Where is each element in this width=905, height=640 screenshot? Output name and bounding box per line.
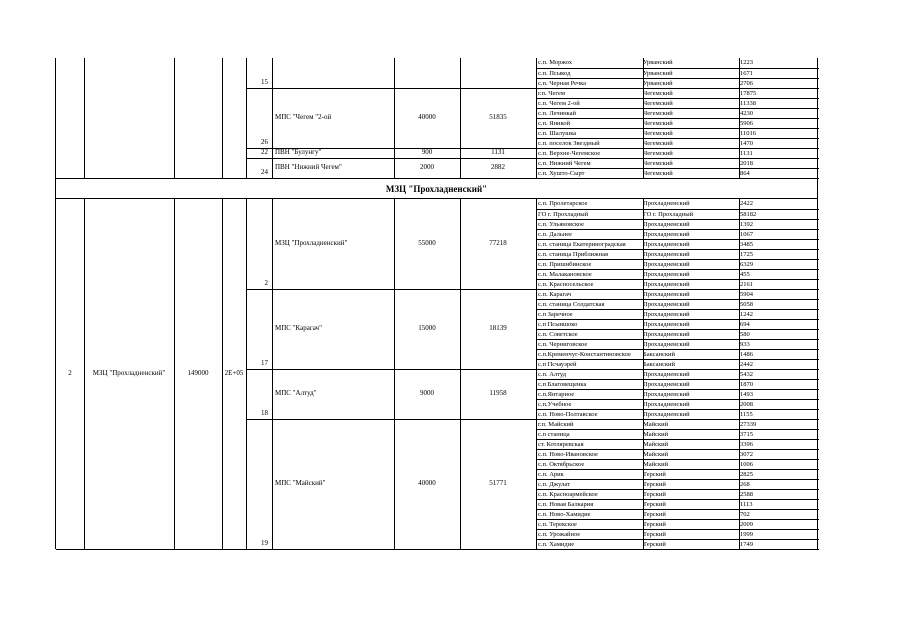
grid-line — [739, 58, 740, 178]
group-facility-name: ПВН "Булунгу" — [275, 148, 322, 156]
settlement-name: с.п. Лечинкай — [538, 110, 576, 117]
settlement-population: 3396 — [740, 441, 753, 448]
district-name: Чегемский — [643, 160, 673, 167]
settlement-name: с.п. Яникой — [538, 120, 571, 127]
settlement-name: с.п. Урожайное — [538, 531, 581, 538]
settlement-population: 2008 — [740, 401, 753, 408]
district-name: Терский — [643, 471, 666, 478]
settlement-name: г.п. Майский — [538, 421, 574, 428]
settlement-name: с.п. поселок Звездный — [538, 140, 600, 147]
settlement-name: с.п. Малакановское — [538, 271, 592, 278]
group-population: 1131 — [491, 148, 505, 156]
settlement-population: 694 — [740, 321, 750, 328]
table-row — [536, 329, 819, 339]
settlement-name: с.п. Хамидие — [538, 541, 575, 548]
table-block-upper — [55, 58, 818, 178]
settlement-population: 933 — [740, 341, 750, 348]
settlement-population: 1113 — [740, 501, 753, 508]
table-row — [536, 499, 819, 509]
group-facility-name: МПС "Карагач" — [275, 324, 322, 332]
group-number: 22 — [261, 148, 268, 156]
settlement-population: 4230 — [740, 110, 753, 117]
settlement-name: с.п. Моржох — [538, 59, 573, 66]
table-row — [536, 389, 819, 399]
group-number: 26 — [261, 138, 268, 146]
settlement-population: 702 — [740, 511, 750, 518]
settlement-name: с.п. Нижний Чегем — [538, 160, 591, 167]
table-row — [536, 168, 819, 178]
spreadsheet-page — [55, 58, 818, 549]
district-name: Майский — [643, 451, 669, 458]
table-row — [536, 349, 819, 359]
table-row — [536, 419, 819, 429]
settlement-population: 2825 — [740, 471, 753, 478]
settlement-name: с.п.Янтарное — [538, 391, 575, 398]
table-row — [536, 249, 819, 259]
district-name: Терский — [643, 531, 666, 538]
table-row — [536, 108, 819, 118]
district-name: Чегемский — [643, 170, 673, 177]
settlement-name: с.п Заречное — [538, 311, 573, 318]
settlement-population: 1006 — [740, 461, 753, 468]
table-row — [536, 319, 819, 329]
settlement-name: с.п. Черниговское — [538, 341, 588, 348]
settlement-population: 11016 — [740, 130, 757, 137]
group-capacity: 900 — [421, 148, 433, 156]
settlement-population: 1749 — [740, 541, 753, 548]
settlement-population: 2018 — [740, 160, 753, 167]
district-name: Прохладненский — [643, 311, 690, 318]
district-name: Прохладненский — [643, 251, 690, 258]
group-capacity: 2000 — [420, 163, 434, 171]
zone-population: 2Е+05 — [224, 369, 244, 377]
grid-line — [643, 58, 644, 178]
table-row — [536, 489, 819, 499]
settlement-population: 27339 — [740, 421, 757, 428]
grid-line — [272, 199, 273, 549]
district-name: Прохладненский — [643, 301, 690, 308]
district-name: Прохладненский — [643, 231, 690, 238]
district-name: Чегемский — [643, 140, 673, 147]
group-number: 19 — [261, 539, 268, 547]
settlement-population: 2009 — [740, 521, 753, 528]
group-facility-name: МПС "Алтуд" — [275, 389, 317, 397]
settlement-name: с.п. Ново-Ивановское — [538, 451, 598, 458]
table-row — [536, 469, 819, 479]
group-number: 2 — [264, 279, 268, 287]
table-row — [536, 289, 819, 299]
settlement-population: 2442 — [740, 361, 753, 368]
table-row — [536, 78, 819, 88]
section-header-row — [55, 178, 818, 199]
settlement-name: с.п. Карагач — [538, 291, 572, 298]
district-name: Прохладненский — [643, 391, 690, 398]
table-row — [536, 429, 819, 439]
settlement-population: 455 — [740, 271, 750, 278]
group-capacity: 15000 — [418, 324, 436, 332]
table-row — [536, 209, 819, 219]
settlement-name: с.п. Хушто-Сырт — [538, 170, 585, 177]
table-row — [536, 449, 819, 459]
district-name: Прохладненский — [643, 241, 690, 248]
grid-line — [394, 199, 395, 549]
settlement-name: с.п. Новая Балкария — [538, 501, 594, 508]
settlement-population: 1242 — [740, 311, 753, 318]
table-row — [536, 259, 819, 269]
settlement-name: с.п. Пришибинское — [538, 261, 592, 268]
table-row — [536, 239, 819, 249]
settlement-population: 1725 — [740, 251, 753, 258]
settlement-name: ГО г. Прохладный — [538, 211, 589, 218]
group-number: 24 — [261, 168, 268, 176]
district-name: Чегемский — [643, 100, 673, 107]
settlement-name: с.п. Псыкод — [538, 70, 571, 77]
zone-capacity: 149000 — [187, 369, 209, 377]
group-number: 15 — [261, 78, 268, 86]
settlement-population: 2588 — [740, 491, 753, 498]
district-name: Чегемский — [643, 120, 673, 127]
settlement-population: 1470 — [740, 140, 753, 147]
district-name: Урванский — [643, 59, 673, 66]
grid-line — [56, 549, 819, 550]
table-row — [536, 199, 819, 209]
district-name: Чегемский — [643, 90, 673, 97]
table-row — [536, 439, 819, 449]
grid-line — [536, 199, 537, 549]
district-name: Майский — [643, 421, 669, 428]
grid-line — [460, 199, 461, 549]
district-name: Прохладненский — [643, 401, 690, 408]
settlement-name: с.п. Дальнее — [538, 231, 573, 238]
district-name: Прохладненский — [643, 341, 690, 348]
district-name: ГО г. Прохладный — [643, 211, 694, 218]
settlement-name: с.п. Терекское — [538, 521, 577, 528]
group-facility-name: МЗЦ "Прохладненский" — [275, 239, 348, 247]
settlement-name: с.п. станица Солдатская — [538, 301, 605, 308]
settlement-name: с.п. Октябрьское — [538, 461, 585, 468]
settlement-population: 2161 — [740, 281, 753, 288]
grid-line — [272, 58, 273, 178]
settlement-population: 58182 — [740, 211, 757, 218]
table-row — [536, 269, 819, 279]
table-row — [536, 409, 819, 419]
district-name: Терский — [643, 521, 666, 528]
table-row — [536, 529, 819, 539]
settlement-population: 17875 — [740, 90, 757, 97]
settlement-population: 1155 — [740, 411, 753, 418]
district-name: Терский — [643, 511, 666, 518]
settlement-name: с.п. Шалушка — [538, 130, 577, 137]
section-title: МЗЦ "Прохладненский" — [385, 184, 488, 194]
settlement-name: с.п. станица Екатериноградская — [538, 241, 626, 248]
settlement-name: ст. Котляревская — [538, 441, 584, 448]
grid-line — [643, 199, 644, 549]
settlement-population: 1067 — [740, 231, 753, 238]
table-row — [536, 128, 819, 138]
table-row — [536, 309, 819, 319]
table-row — [536, 279, 819, 289]
table-row — [536, 299, 819, 309]
district-name: Прохладненский — [643, 281, 690, 288]
settlement-population: 5906 — [740, 120, 753, 127]
table-row — [536, 118, 819, 128]
district-name: Прохладненский — [643, 271, 690, 278]
group-capacity: 40000 — [418, 113, 436, 121]
settlement-name: с.п Псыншоко — [538, 321, 578, 328]
table-row — [536, 68, 819, 78]
district-name: Прохладненский — [643, 291, 690, 298]
group-capacity: 9000 — [420, 389, 434, 397]
table-row — [536, 58, 819, 68]
settlement-population: 11338 — [740, 100, 757, 107]
settlement-name: с.п. Ново-Полтавское — [538, 411, 598, 418]
table-row — [536, 88, 819, 98]
settlement-name: с.п. Советское — [538, 331, 578, 338]
table-row — [536, 519, 819, 529]
table-row — [536, 148, 819, 158]
grid-line — [460, 58, 461, 178]
settlement-name: с.п.Учебное — [538, 401, 572, 408]
settlement-name: с.п. Черная Речка — [538, 80, 587, 87]
settlement-population: 2706 — [740, 80, 753, 87]
settlement-name: с.п станица — [538, 431, 570, 438]
zone-name: МЗЦ "Прохладненский" — [92, 369, 166, 377]
district-name: Баксанский — [643, 351, 675, 358]
district-name: Майский — [643, 441, 669, 448]
group-population: 11958 — [489, 389, 507, 397]
settlement-population: 1392 — [740, 221, 753, 228]
table-row — [536, 158, 819, 168]
table-row — [536, 509, 819, 519]
table-row — [536, 379, 819, 389]
settlement-name: с.п. станица Приближная — [538, 251, 609, 258]
district-name: Прохладненский — [643, 371, 690, 378]
settlement-population: 1999 — [740, 531, 753, 538]
settlement-population: 1486 — [740, 351, 753, 358]
table-row — [536, 219, 819, 229]
settlement-population: 1493 — [740, 391, 753, 398]
group-capacity: 40000 — [418, 479, 436, 487]
grid-line — [739, 199, 740, 549]
district-name: Прохладненский — [643, 381, 690, 388]
table-block-lower — [55, 199, 818, 549]
settlement-name: с.п. Ново-Хамидие — [538, 511, 591, 518]
table-row — [536, 459, 819, 469]
settlement-population: 1671 — [740, 70, 753, 77]
group-number: 17 — [261, 359, 268, 367]
settlement-name: с.п. Пролетарское — [538, 200, 588, 207]
settlement-name: г.п. Чегем — [538, 90, 565, 97]
table-row — [536, 479, 819, 489]
settlement-name: с.п. Ульяновское — [538, 221, 584, 228]
district-name: Урванский — [643, 70, 673, 77]
settlement-name: с.п Псчауэрей — [538, 361, 577, 368]
table-row — [536, 98, 819, 108]
group-population: 2882 — [491, 163, 505, 171]
settlement-name: с.п Благовещенка — [538, 381, 587, 388]
group-population: 77218 — [489, 239, 507, 247]
settlement-population: 1870 — [740, 381, 753, 388]
settlement-name: с.п. Верхне-Чегемское — [538, 150, 601, 157]
grid-line — [246, 58, 247, 178]
settlement-name: с.п. Красноармейское — [538, 491, 598, 498]
table-row — [536, 539, 819, 549]
settlement-population: 5432 — [740, 371, 753, 378]
district-name: Чегемский — [643, 150, 673, 157]
district-name: Майский — [643, 431, 669, 438]
grid-line — [394, 58, 395, 178]
district-name: Баксанский — [643, 361, 675, 368]
group-population: 51771 — [489, 479, 507, 487]
settlement-name: с.п. Алтуд — [538, 371, 567, 378]
settlement-population: 864 — [740, 170, 750, 177]
group-facility-name: МПС "Майский" — [275, 479, 326, 487]
district-name: Терский — [643, 481, 666, 488]
district-name: Прохладненский — [643, 200, 690, 207]
settlement-population: 3715 — [740, 431, 753, 438]
district-name: Терский — [643, 491, 666, 498]
settlement-name: с.п. Чегем 2-ой — [538, 100, 580, 107]
district-name: Прохладненский — [643, 221, 690, 228]
settlement-population: 580 — [740, 331, 750, 338]
table-row — [536, 339, 819, 349]
grid-line — [222, 58, 223, 178]
settlement-population: 1131 — [740, 150, 753, 157]
district-name: Терский — [643, 541, 666, 548]
table-row — [536, 399, 819, 409]
settlement-population: 3485 — [740, 241, 753, 248]
table-row — [536, 359, 819, 369]
settlement-name: с.п.Кременчуг-Константиновское — [538, 351, 631, 358]
district-name: Майский — [643, 461, 669, 468]
district-name: Чегемский — [643, 130, 673, 137]
settlement-population: 268 — [740, 481, 750, 488]
group-facility-name: ПВН "Нижний Чегем" — [275, 163, 342, 171]
district-name: Чегемский — [643, 110, 673, 117]
settlement-population: 3072 — [740, 451, 753, 458]
table-row — [536, 138, 819, 148]
group-number: 18 — [261, 409, 268, 417]
district-name: Урванский — [643, 80, 673, 87]
group-facility-name: МПС "Чегем "2-ой — [275, 113, 332, 121]
district-name: Терский — [643, 501, 666, 508]
grid-line — [174, 58, 175, 178]
grid-line — [246, 199, 247, 549]
group-population: 51835 — [489, 113, 507, 121]
settlement-population: 6329 — [740, 261, 753, 268]
district-name: Прохладненский — [643, 261, 690, 268]
grid-line — [84, 58, 85, 178]
district-name: Прохладненский — [643, 321, 690, 328]
group-capacity: 55000 — [418, 239, 436, 247]
table-row — [536, 229, 819, 239]
settlement-population: 5058 — [740, 301, 753, 308]
zone-index: 2 — [68, 369, 72, 377]
table-row — [536, 369, 819, 379]
settlement-population: 5904 — [740, 291, 753, 298]
district-name: Прохладненский — [643, 331, 690, 338]
settlement-name: с.п. Джулат — [538, 481, 570, 488]
settlement-population: 1223 — [740, 59, 753, 66]
settlement-population: 2422 — [740, 200, 753, 207]
grid-line — [536, 58, 537, 178]
district-name: Прохладненский — [643, 411, 690, 418]
settlement-name: с.п. Красносельское — [538, 281, 594, 288]
group-population: 18139 — [489, 324, 507, 332]
settlement-name: с.п. Арик — [538, 471, 564, 478]
